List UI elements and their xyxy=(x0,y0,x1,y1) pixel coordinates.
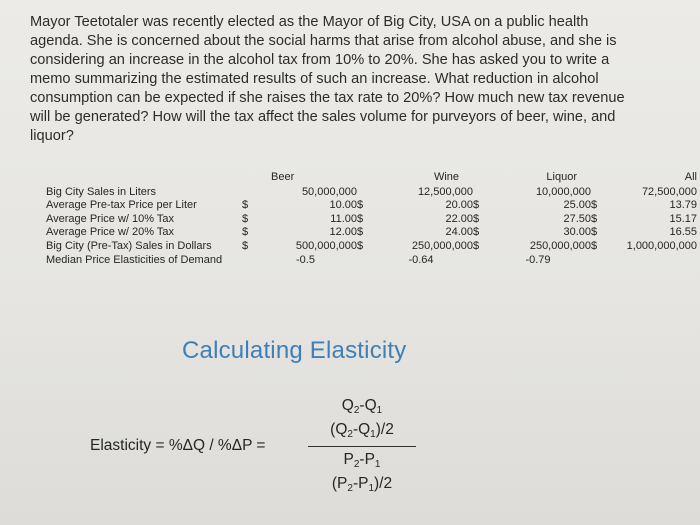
header-spacer xyxy=(46,171,242,186)
question-line: memo summarizing the estimated results of such an increase. What reduction in alcohol xyxy=(30,71,599,87)
header-liquor: Liquor xyxy=(546,171,577,183)
currency-symbol: $ xyxy=(591,199,598,212)
question-line: agenda. She is concerned about the social harms that arise from alcohol abuse, and she is xyxy=(30,33,617,49)
cell-value: -0.5 xyxy=(296,253,315,266)
currency-symbol: $ xyxy=(242,199,249,212)
table-row xyxy=(46,199,697,213)
cell-value: -0.79 xyxy=(525,253,551,266)
cell-value: 50,000,000 xyxy=(301,185,357,198)
cell-value: 72,500,000 xyxy=(641,185,697,198)
cell-value: 1,000,000,000 xyxy=(626,239,697,252)
section-heading: Calculating Elasticity xyxy=(182,337,407,364)
alcohol-sales-table xyxy=(46,171,697,267)
question-line: will be generated? How will the tax affect the sales volume for purveyors of beer, wine, and xyxy=(30,109,616,125)
cell-value: 250,000,000 xyxy=(529,239,591,252)
cell-value: 30.00 xyxy=(563,226,591,239)
elasticity-fraction xyxy=(308,396,416,498)
currency-symbol: $ xyxy=(242,212,249,225)
denominator-bottom: $(P_2-P_1)/2$ xyxy=(331,475,393,494)
cell-value: 24.00 xyxy=(445,226,473,239)
table-row xyxy=(46,213,697,227)
cell-value: 10,000,000 xyxy=(535,185,591,198)
row-label: Median Price Elasticities of Demand xyxy=(46,253,223,266)
cell-value: 27.50 xyxy=(563,212,591,225)
currency-symbol: $ xyxy=(591,212,598,225)
row-label: Big City (Pre-Tax) Sales in Dollars xyxy=(46,239,212,252)
currency-symbol: $ xyxy=(242,239,249,252)
currency-symbol xyxy=(242,186,254,200)
cell-value: 10.00 xyxy=(329,199,357,212)
denominator-top: $P_2-P_1$ xyxy=(343,451,381,470)
cell-value: 500,000,000 xyxy=(295,239,357,252)
question-line: Mayor Teetotaler was recently elected as the Mayor of Big City, USA on a public health xyxy=(30,14,589,30)
cell-value: 15.17 xyxy=(669,212,697,225)
cell-value xyxy=(603,254,697,268)
cell-value: -0.64 xyxy=(408,253,434,266)
cell-value: 22.00 xyxy=(445,212,473,225)
table-header-row xyxy=(46,171,697,186)
currency-symbol: $ xyxy=(357,239,364,252)
header-wine: Wine xyxy=(433,171,459,183)
currency-symbol: $ xyxy=(473,239,480,252)
numerator-bottom: $(Q_2-Q_1)/2$ xyxy=(330,421,394,440)
numerator-top: $Q_2-Q_1$ xyxy=(341,397,383,416)
header-beer: Beer xyxy=(271,171,295,183)
currency-symbol xyxy=(242,254,254,268)
cell-value: 250,000,000 xyxy=(411,239,473,252)
currency-symbol: $ xyxy=(473,212,480,225)
currency-symbol: $ xyxy=(242,226,249,239)
currency-symbol xyxy=(591,254,603,268)
question-line: liquor? xyxy=(30,128,74,144)
cell-value: 16.55 xyxy=(669,226,697,239)
table-row xyxy=(46,226,697,240)
row-label: Average Pre-tax Price per Liter xyxy=(46,199,197,212)
cell-value: 12.00 xyxy=(329,226,357,239)
cell-value: 12,500,000 xyxy=(417,185,473,198)
currency-symbol: $ xyxy=(473,199,480,212)
cell-value: 25.00 xyxy=(563,199,591,212)
question-line: considering an increase in the alcohol tax from 10% to 20%. She has asked you to write a xyxy=(30,52,610,68)
row-label: Big City Sales in Liters xyxy=(46,185,157,198)
table-row xyxy=(46,254,697,268)
question-paragraph xyxy=(30,13,680,146)
currency-symbol: $ xyxy=(591,226,598,239)
question-line: consumption can be expected if she raises the tax rate to 20%? How much new tax revenue xyxy=(30,90,625,106)
row-label: Average Price w/ 10% Tax xyxy=(46,212,174,225)
currency-symbol xyxy=(591,186,603,200)
currency-symbol xyxy=(357,254,369,268)
cell-value: 13.79 xyxy=(669,199,697,212)
currency-symbol xyxy=(357,186,369,200)
currency-symbol xyxy=(473,254,485,268)
currency-symbol: $ xyxy=(357,199,364,212)
currency-symbol: $ xyxy=(591,239,598,252)
table-row xyxy=(46,240,697,254)
header-all: All xyxy=(684,171,697,183)
currency-symbol: $ xyxy=(357,226,364,239)
fraction-bar xyxy=(308,446,416,447)
elasticity-formula-label: Elasticity = %ΔQ / %ΔP = xyxy=(90,437,266,454)
currency-symbol xyxy=(473,186,485,200)
currency-symbol: $ xyxy=(473,226,480,239)
row-label: Average Price w/ 20% Tax xyxy=(46,226,174,239)
cell-value: 11.00 xyxy=(330,212,357,225)
table-row xyxy=(46,186,697,200)
currency-symbol: $ xyxy=(357,212,364,225)
cell-value: 20.00 xyxy=(445,199,473,212)
